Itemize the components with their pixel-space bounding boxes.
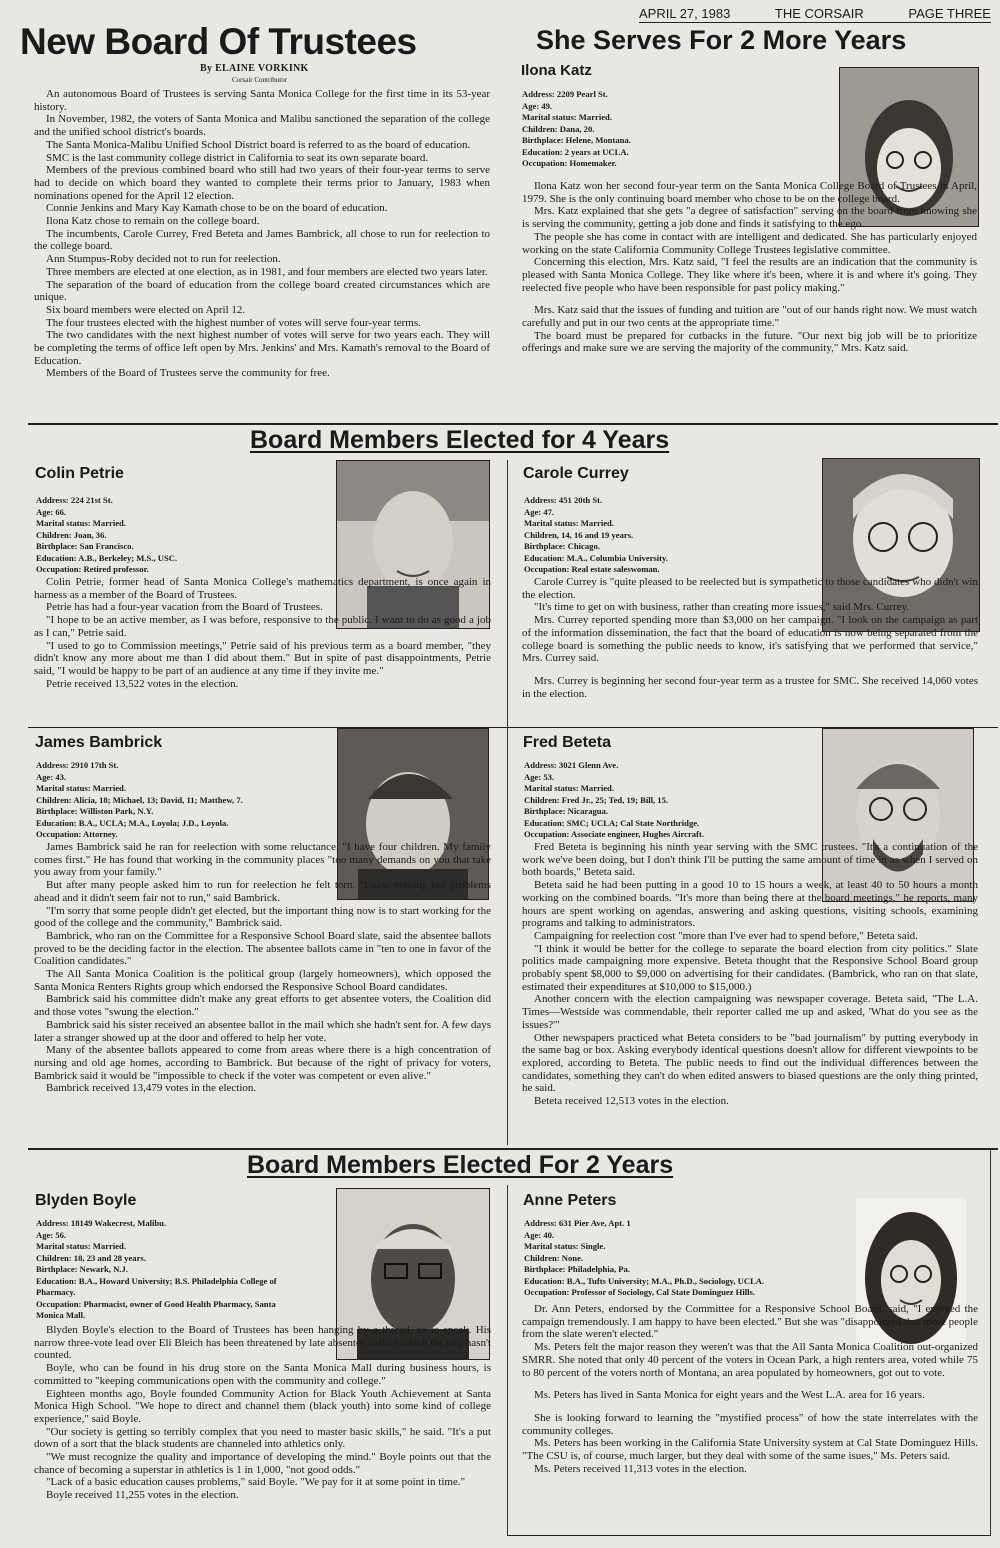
- article-paragraph: Ms. Peters received 11,313 votes in the election.: [534, 1462, 747, 1475]
- article-paragraph: Ms. Peters felt the major reason they weren't was that the All Santa Monica Coalition out-organized SMRR. She noted that only 40 percent of the voters in Ocean Park, a high renters area, voted while 75 to 80 percent of the voters north of Montana, an area populated by homeowners, got out to vote.: [522, 1341, 978, 1379]
- fact-line: Address: 451 20th St.: [524, 495, 603, 505]
- article-paragraph: Three members are elected at one election, as in 1981, and four members are elected two years later.: [46, 265, 488, 278]
- fact-line: Marital status: Married.: [522, 112, 612, 122]
- article-paragraph: James Bambrick said he ran for reelection with some reluctance. "I have four children. My family comes first." He has found that working in the community places "too many demands on you that take you away from your family.": [34, 841, 491, 879]
- article-paragraph: Campaigning for reelection cost "more than I've ever had to spend before," Beteta said.: [534, 929, 918, 942]
- article-paragraph: Bambrick said his committee didn't make any great efforts to get absentee voters, the Coalition did and those votes "swung the election.": [34, 993, 491, 1019]
- katz-headline: She Serves For 2 More Years: [536, 25, 907, 55]
- article-paragraph: Ms. Peters has been working in the California State University system at Cal State Dominguez Hills. "The CSU is, of course, much larger, but they deal with some of the same isues," Ms. Peters said.: [522, 1437, 978, 1463]
- byline-role: Corsair Contributor: [232, 76, 288, 84]
- article-paragraph: Connie Jenkins and Mary Kay Kamath chose to be on the board of education.: [46, 202, 388, 215]
- katz-facts: [522, 89, 822, 170]
- article-paragraph: Blyden Boyle's election to the Board of Trustees has been hanging by a thread, so to speak. His narrow three-vote lead over Eli Bleich has been threatened by late absentee ballots which the city hasn't counted.: [34, 1324, 491, 1362]
- fact-line: Children: None.: [524, 1252, 584, 1263]
- fact-line: Age: 43.: [36, 771, 67, 782]
- petrie-name: Colin Petrie: [35, 465, 124, 482]
- section-rule-bottom: [28, 1148, 998, 1150]
- article-paragraph: The people she has come in contact with are intelligent and dedicated. She has particularly enjoyed working on the state California Community College Trustees legislative committee.: [522, 230, 977, 256]
- currey-facts: [524, 495, 814, 576]
- bambrick-name: James Bambrick: [35, 734, 163, 751]
- fact-line: Marital status: Married.: [36, 1241, 126, 1251]
- petrie-facts: [36, 495, 326, 576]
- fact-line: Occupation: Pharmacist, owner of Good Health Pharmacy, Santa: [36, 1298, 276, 1309]
- fact-line: Marital status: Single.: [524, 1241, 606, 1251]
- fact-line: Birthplace: Chicago.: [524, 541, 600, 551]
- boyle-article-body: [34, 1324, 491, 1502]
- fact-line: Children: 18, 23 and 28 years.: [36, 1252, 146, 1263]
- article-paragraph: Other newspapers practiced what Beteta considers to be "bad journalism" by putting everybody in the same bag or box. Asking everybody identical questions doesn't allow for different viewpoints to be explored, according to Beteta. The public needs to find out the individual differences between the candidates, something they can't do when edited answers to biased questions are the only thing printed, he said.: [522, 1031, 978, 1095]
- fact-line: Birthplace: Newark, N.J.: [36, 1264, 128, 1274]
- article-paragraph: Fred Beteta is beginning his ninth year serving with the SMC trustees. "It's a continuation of the work we've been doing, but I don't think I'll be putting the same amount of time in as when I served on both boards," Beteta said.: [522, 841, 978, 879]
- article-paragraph: Ann Stumpus-Roby decided not to run for reelection.: [46, 253, 281, 266]
- article-paragraph: "Lack of a basic education causes problems," said Boyle. "We pay for it at some point in time.": [46, 1476, 466, 1489]
- petrie-article-body: [34, 576, 491, 690]
- article-paragraph: Dr. Ann Peters, endorsed by the Committee for a Responsive School Board, said, "I enjoyed the campaign tremendously. I am happy to have been elected." But she was "disappointed that more people from the slate weren't elected.": [522, 1303, 978, 1341]
- fact-line: Occupation: Retired professor.: [36, 564, 149, 574]
- article-paragraph: The two candidates with the next highest number of votes will serve for two years each. They will be completing the terms of office left open by Mrs. Jenkins' and Mrs. Kamath's removal to the Board of Education.: [34, 329, 490, 367]
- beteta-facts: [524, 760, 820, 841]
- fact-line: Occupation: Real estate saleswoman.: [524, 564, 660, 574]
- fact-line: Marital status: Married.: [36, 783, 126, 793]
- article-paragraph: Colin Petrie, former head of Santa Monica College's mathematics department, is once again in harness as a member of the Board of Trustees.: [34, 576, 491, 601]
- article-paragraph: Petrie received 13,522 votes in the election.: [46, 677, 239, 690]
- fact-line: Birthplace: San Francisco.: [36, 541, 134, 551]
- fact-line: Birthplace: Helene, Montana.: [522, 135, 631, 145]
- peters-article-body: [522, 1303, 978, 1475]
- article-paragraph: Ilona Katz chose to remain on the college board.: [46, 215, 260, 228]
- byline: By ELAINE VORKINK: [200, 63, 309, 74]
- article-paragraph: Members of the Board of Trustees serve the community for free.: [46, 367, 330, 380]
- article-paragraph: Bambrick said his sister received an absentee ballot in the mail which she hadn't sent for. A few days later a stranger showed up at the door and offered to help her vote.: [34, 1018, 491, 1044]
- masthead-date: APRIL 27, 1983: [639, 6, 731, 21]
- article-paragraph: The board must be prepared for cutbacks in the future. "Our next big job will be to prioritize offerings and make sure we are serving the majority of the community," Mrs. Katz said.: [522, 329, 977, 355]
- page-right-border: [990, 1150, 991, 1536]
- fact-line: Children: Fred Jr., 25; Ted, 19; Bill, 15.: [524, 794, 669, 805]
- currey-article-body: [522, 576, 978, 700]
- fact-line: Address: 2910 17th St.: [36, 760, 119, 770]
- article-paragraph: Petrie has had a four-year vacation from the Board of Trustees.: [46, 601, 323, 614]
- fact-line: Age: 47.: [524, 506, 555, 517]
- fact-line: Age: 49.: [522, 100, 553, 111]
- section-four-year-title: Board Members Elected for 4 Years: [250, 426, 670, 454]
- fact-line: Age: 66.: [36, 506, 67, 517]
- article-paragraph: In November, 1982, the voters of Santa Monica and Malibu sanctioned the separation of the college and the unified school district's boards.: [34, 113, 490, 139]
- peters-facts: [524, 1218, 820, 1299]
- article-paragraph: Boyle received 11,255 votes in the election.: [46, 1489, 239, 1502]
- article-paragraph: Carole Currey is "quite pleased to be reelected but is sympathetic to those candidates who didn't win the election.: [522, 576, 978, 601]
- article-paragraph: The incumbents, Carole Currey, Fred Beteta and James Bambrick, all chose to run for reelection to the college board.: [34, 227, 490, 253]
- fact-line: Education: A.B., Berkeley; M.S., USC.: [36, 552, 178, 563]
- fact-line: Pharmacy.: [36, 1287, 76, 1297]
- masthead-paper: THE CORSAIR: [774, 6, 864, 21]
- article-paragraph: Boyle, who can be found in his drug store on the Santa Monica Mall during business hours, is committed to "keeping communications open with the community and college.": [34, 1362, 491, 1387]
- fact-line: Address: 631 Pier Ave, Apt. 1: [524, 1218, 631, 1228]
- article-paragraph: Bambrick, who ran on the Committee for a Responsive School Board slate, said the absentee ballots proved to be the deciding factor in the election. The absentee ballots came in "ten to one in favor of the Coalition candidates.": [34, 929, 491, 968]
- boyle-facts: [36, 1218, 328, 1322]
- article-paragraph: The separation of the board of education from the college board created circumstances which are unique.: [34, 278, 490, 304]
- fact-line: Education: B.A., Howard University; B.S. Philadelphia College of: [36, 1275, 277, 1286]
- section-rule-top: [28, 423, 998, 425]
- article-paragraph: Beteta received 12,513 votes in the election.: [534, 1095, 729, 1108]
- fact-line: Children: Joan, 36.: [36, 529, 107, 540]
- fact-line: Children: Alicia, 18; Michael, 13; David, 11; Matthew, 7.: [36, 794, 243, 805]
- fact-line: Education: B.A., UCLA; M.A., Loyola; J.D., Loyola.: [36, 817, 229, 828]
- peters-name: Anne Peters: [523, 1192, 617, 1209]
- article-paragraph: "I think it would be better for the college to separate the board election from city politics." Slate politics made campaigning more expensive. Beteta thought that the Responsive School Board group probably spent $8,000 to $9,000 on advertising for their candidates. (Bambrick, who ran on that slate, estimated their expenditures at $10,000 to $15,000.): [522, 942, 978, 993]
- fact-line: Occupation: Homemaker.: [522, 158, 617, 168]
- currey-name: Carole Currey: [523, 465, 629, 482]
- article-paragraph: The All Santa Monica Coalition is the political group (largely homeowners), which opposed the Santa Monica Renters Rights group which endorsed the Responsive School Board candidates.: [34, 968, 491, 993]
- fact-line: Age: 56.: [36, 1229, 67, 1240]
- article-paragraph: Mrs. Katz explained that she gets "a degree of satisfaction" serving on the board from knowing she is serving the community, getting a job done and finds it satisfying to the ego.: [522, 205, 977, 231]
- fact-line: Birthplace: Philadelphia, Pa.: [524, 1264, 630, 1274]
- article-paragraph: Mrs. Katz said that the issues of funding and tuition are "out of our hands right now. We must watch carefully and put in our two cents at the appropriate time.": [522, 304, 977, 330]
- article-paragraph: Six board members were elected on April 12.: [46, 303, 246, 316]
- article-paragraph: Members of the previous combined board who still had two years of their four-year terms to serve had to decide on which board they wanted to complete their terms prior to January, 1983 when nominations opened for the April 12 election.: [34, 164, 490, 202]
- boyle-name: Blyden Boyle: [35, 1192, 137, 1209]
- fact-line: Occupation: Associate engineer, Hughes Aircraft.: [524, 829, 704, 839]
- article-paragraph: "I'm sorry that some people didn't get elected, but the important thing now is to start working for the good of the college and the community," Bambrick said.: [34, 904, 491, 930]
- fact-line: Monica Mall.: [36, 1310, 86, 1320]
- main-article-body: [34, 88, 490, 380]
- article-paragraph: An autonomous Board of Trustees is serving Santa Monica College for the first time in its 53-year history.: [34, 88, 490, 113]
- article-paragraph: Eighteen months ago, Boyle founded Community Action for Black Youth Achievement at Santa Monica High School. "We hope to direct and channel them (black youth) into some kind of college experience," said Boyle.: [34, 1387, 491, 1425]
- fact-line: Marital status: Married.: [524, 783, 614, 793]
- fact-line: Education: B.A., Tufts University; M.A., Ph.D., Sociology, UCLA.: [524, 1275, 765, 1286]
- fact-line: Address: 2209 Pearl St.: [522, 89, 608, 99]
- fact-line: Age: 40.: [524, 1229, 555, 1240]
- article-paragraph: "I hope to be an active member, as I was before, responsive to the public. I want to do as good a job as I can," Petrie said.: [34, 614, 491, 639]
- article-paragraph: The Santa Monica-Malibu Unified School District board is referred to as the board of education.: [46, 138, 471, 151]
- fact-line: Address: 224 21st St.: [36, 495, 113, 505]
- article-paragraph: Bambrick received 13,479 votes in the election.: [46, 1082, 257, 1095]
- page-bottom-rule: [507, 1535, 991, 1536]
- masthead: [639, 6, 991, 23]
- bambrick-facts: [36, 760, 332, 841]
- article-paragraph: Mrs. Currey reported spending more than $3,000 on her campaign. "I look on the campaign as part of the information dissemination, the fact that the board of education is now being separated from the college board is something the public needs to know, it's satisfying that we performed that service," Mrs. Currey said.: [522, 614, 978, 665]
- fact-line: Marital status: Married.: [36, 518, 126, 528]
- katz-name: Ilona Katz: [521, 62, 592, 79]
- article-paragraph: Mrs. Currey is beginning her second four-year term as a trustee for SMC. She received 14,060 votes in the election.: [522, 674, 978, 700]
- article-paragraph: Another concern with the election campaigning was newspaper coverage. Beteta said, "The L.A. Times—Westside was commendable, their reporter called me up and asked, 'What do you see as the issues?'": [522, 993, 978, 1031]
- article-paragraph: "Our society is getting so terribly complex that you need to master basic skills," he said. "It's a put down of a sort that the black students are channeled into athletics only.: [34, 1425, 491, 1451]
- bambrick-article-body: [34, 841, 491, 1095]
- fact-line: Occupation: Attorney.: [36, 829, 118, 839]
- fact-line: Education: M.A., Columbia University.: [524, 552, 668, 563]
- column-divider-four-year: [507, 460, 508, 1145]
- beteta-name: Fred Beteta: [523, 734, 612, 751]
- article-paragraph: But after many people asked him to run for reelection he felt torn. "I saw nothing but problems ahead and it didn't seem fair not to run," said Bambrick.: [34, 879, 491, 904]
- article-paragraph: Concerning this election, Mrs. Katz said, "I feel the results are an indication that the community is pleased with Santa Monica College. They like where it's been, where it is and where it's going. They reelected five people who have been responsible for past policy making.": [522, 256, 977, 294]
- article-paragraph: She is looking forward to learning the "mystified process" of how the state interrelates with the community colleges.: [522, 1411, 978, 1437]
- fact-line: Occupation: Professor of Sociology, Cal State Dominguez Hills.: [524, 1287, 755, 1297]
- fact-line: Children, 14, 16 and 19 years.: [524, 529, 634, 540]
- fact-line: Address: 3021 Glenn Ave.: [524, 760, 619, 770]
- article-paragraph: The four trustees elected with the highest number of votes will serve four-year terms.: [46, 316, 421, 329]
- article-paragraph: Ms. Peters has lived in Santa Monica for eight years and the West L.A. area for 16 years.: [534, 1389, 925, 1402]
- article-paragraph: "It's time to get on with business, rather than creating more issues," said Mrs. Currey.: [534, 601, 910, 614]
- article-paragraph: Ilona Katz won her second four-year term on the Santa Monica College Board of Trustees in April, 1979. She is the only continuing board member who chose to be on the college board.: [522, 180, 977, 205]
- main-headline: New Board Of Trustees: [20, 21, 417, 62]
- fact-line: Marital status: Married.: [524, 518, 614, 528]
- column-divider-two-year: [507, 1185, 508, 1535]
- article-paragraph: "I used to go to Commission meetings," Petrie said of his previous term as a board member, "they didn't know any more about me than I did about them." But in spite of past disappointments, Petrie said, "I would be happy to be part of an audience at any time if they invite me.": [34, 639, 491, 677]
- masthead-page: PAGE THREE: [908, 6, 991, 21]
- fact-line: Address: 18149 Wakecrest, Malibu.: [36, 1218, 167, 1228]
- fact-line: Birthplace: Nicaragua.: [524, 806, 609, 816]
- fact-line: Children: Dana, 20.: [522, 123, 595, 134]
- article-paragraph: "We must recognize the quality and importance of developing the mind." Boyle points out that the chance of becoming a superstar in athletics is 1 in 1,000, "not good odds.": [34, 1451, 491, 1476]
- article-paragraph: Beteta said he had been putting in a good 10 to 15 hours a week, at least 40 to 50 hours a month working on the combined boards. "It's more than being there at the board meetings," he reports, many hours are spent working on agendas, answering and asking questions, visiting schools, examining programs and talking to administrators.: [522, 879, 978, 930]
- beteta-article-body: [522, 841, 978, 1108]
- fact-line: Birthplace: Williston Park, N.Y.: [36, 806, 154, 816]
- section-two-year-title: Board Members Elected For 2 Years: [247, 1151, 674, 1179]
- fact-line: Education: 2 years at UCLA.: [522, 146, 629, 157]
- katz-article-body: [522, 180, 977, 355]
- fact-line: Education: SMC; UCLA; Cal State Northridge.: [524, 817, 700, 828]
- fact-line: Age: 53.: [524, 771, 555, 782]
- article-paragraph: Many of the absentee ballots appeared to come from areas where there is a high concentration of nursing and old age homes, according to Bambrick. But because of the right of privacy for voters, Bambrick said it would be "impossible to check if the voter was competent or even alive.": [34, 1044, 491, 1082]
- article-paragraph: SMC is the last community college district in California to seat its own separate board.: [46, 151, 429, 164]
